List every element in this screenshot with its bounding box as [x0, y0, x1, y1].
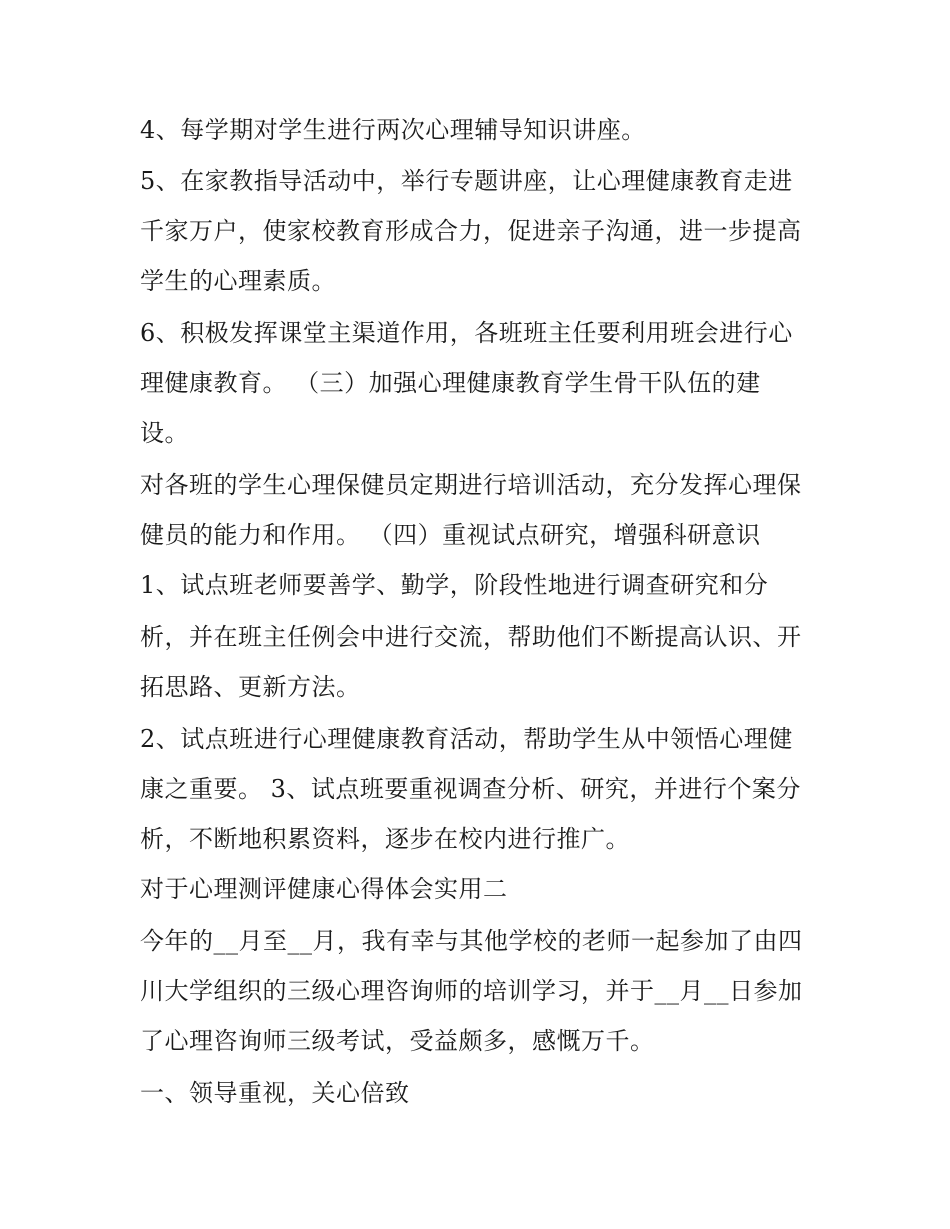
- section-heading: 一、领导重视，关心倍致: [140, 1079, 410, 1107]
- text-line: 2、试点班进行心理健康教育活动，帮助学生从中领悟心理健: [140, 725, 793, 753]
- text-line: 5、在家教指导活动中，举行专题讲座，让心理健康教育走进: [140, 167, 793, 195]
- text-line: 千家万户，使家校教育形成合力，促进亲子沟通，进一步提高: [140, 217, 802, 245]
- text-line: 理健康教育。 （三）加强心理健康教育学生骨干队伍的建: [140, 369, 761, 397]
- text-line: 了心理咨询师三级考试，受益颇多，感慨万千。: [140, 1027, 655, 1055]
- text-line: 设。: [140, 419, 189, 447]
- text-line: 学生的心理素质。: [140, 267, 336, 295]
- text-line: 6、积极发挥课堂主渠道作用，各班班主任要利用班会进行心: [140, 319, 793, 347]
- text-line: 1、试点班老师要善学、勤学，阶段性地进行调查研究和分: [140, 571, 769, 599]
- text-line: 健员的能力和作用。 （四）重视试点研究，增强科研意识: [140, 521, 761, 549]
- text-line: 拓思路、更新方法。: [140, 673, 361, 701]
- text-line: 析，不断地积累资料，逐步在校内进行推广。: [140, 825, 630, 853]
- text-line: 川大学组织的三级心理咨询师的培训学习，并于__月__日参加: [140, 977, 803, 1005]
- text-line: 4、每学期对学生进行两次心理辅导知识讲座。: [140, 116, 646, 144]
- text-line: 析，并在班主任例会中进行交流，帮助他们不断提高认识、开: [140, 623, 802, 651]
- section-heading: 对于心理测评健康心得体会实用二: [140, 875, 508, 903]
- text-line: 对各班的学生心理保健员定期进行培训活动，充分发挥心理保: [140, 471, 802, 499]
- text-line: 今年的__月至__月，我有幸与其他学校的老师一起参加了由四: [140, 927, 803, 955]
- text-line: 康之重要。 3、试点班要重视调查分析、研究，并进行个案分: [140, 775, 801, 803]
